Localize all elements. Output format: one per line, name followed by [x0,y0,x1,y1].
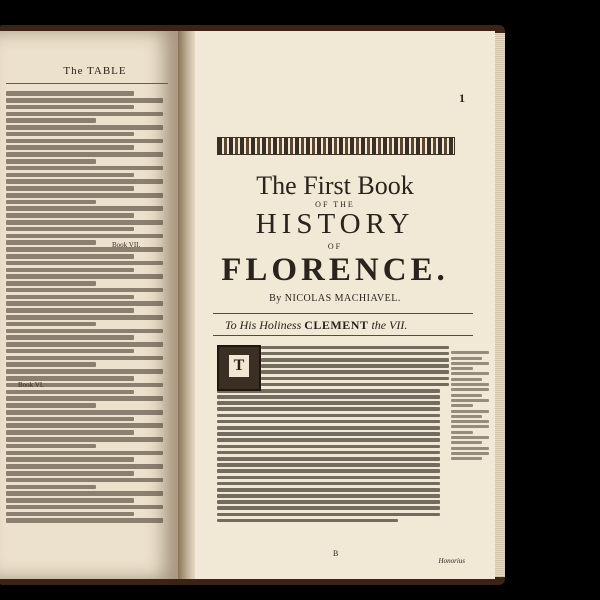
catchword: Honorius [438,557,465,565]
section-label-book-vii: Book VII. [112,241,141,249]
left-page-table-of-contents [0,31,178,579]
page-block-edge [495,33,505,577]
signature-mark: B [333,549,339,558]
dedication-suffix: the VII. [371,318,408,332]
open-book [0,25,600,585]
right-page-title-page [195,31,495,579]
ornamental-headpiece [217,137,455,155]
dedication-prefix: To His Holiness [225,318,302,332]
title-of: OF [327,242,343,251]
drop-cap-ornament [217,345,261,391]
section-label-book-vi: Book VI. [18,381,44,389]
head-rule [6,83,168,84]
marginal-notes [451,349,491,463]
title-first-book: The First Book [256,171,414,200]
running-head: The TABLE [63,65,127,77]
title-florence: FLORENCE. [221,252,449,288]
rule-top [213,313,473,314]
title-history: HISTORY [255,208,415,240]
page-number: 1 [459,91,465,105]
author-line: By NICOLAS MACHIAVEL. [269,293,401,304]
table-entries-column-1 [6,89,170,569]
drop-cap-letter: T [229,355,249,377]
rule-bottom [213,335,473,336]
dedication [225,318,407,333]
title-of-the: OF THE [315,200,355,209]
dedication-name: CLEMENT [304,318,369,332]
